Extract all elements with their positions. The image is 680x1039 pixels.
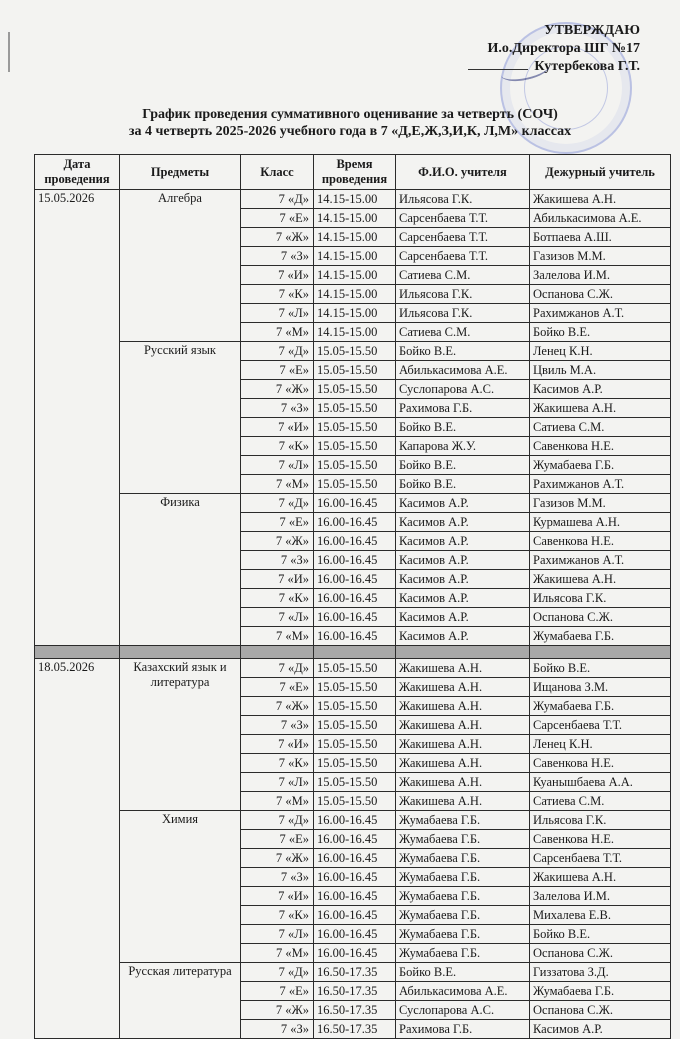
duty-cell: Жакишева А.Н.	[530, 868, 671, 887]
class-cell: 7 «М»	[241, 792, 314, 811]
table-row	[35, 659, 671, 678]
duty-cell: Савенкова Н.Е.	[530, 830, 671, 849]
time-cell: 14.15-15.00	[314, 266, 396, 285]
subject-cell: Алгебра	[120, 190, 241, 342]
time-cell: 14.15-15.00	[314, 285, 396, 304]
time-cell: 15.05-15.50	[314, 456, 396, 475]
class-cell: 7 «К»	[241, 754, 314, 773]
time-cell: 15.05-15.50	[314, 773, 396, 792]
time-cell: 15.05-15.50	[314, 437, 396, 456]
teacher-cell: Жакишева А.Н.	[396, 697, 530, 716]
class-cell: 7 «Д»	[241, 811, 314, 830]
duty-cell: Ильясова Г.К.	[530, 589, 671, 608]
class-cell: 7 «Ж»	[241, 532, 314, 551]
duty-cell: Савенкова Н.Е.	[530, 754, 671, 773]
class-cell: 7 «Л»	[241, 456, 314, 475]
teacher-cell: Абилькасимова А.Е.	[396, 982, 530, 1001]
time-cell: 15.05-15.50	[314, 716, 396, 735]
header-class: Класс	[241, 155, 314, 190]
teacher-cell: Жумабаева Г.Б.	[396, 906, 530, 925]
class-cell: 7 «Д»	[241, 659, 314, 678]
time-cell: 16.50-17.35	[314, 1001, 396, 1020]
duty-cell: Рахимжанов А.Т.	[530, 304, 671, 323]
teacher-cell: Рахимова Г.Б.	[396, 399, 530, 418]
class-cell: 7 «К»	[241, 437, 314, 456]
teacher-cell: Жакишева А.Н.	[396, 716, 530, 735]
class-cell: 7 «Д»	[241, 963, 314, 982]
document-title	[90, 106, 610, 140]
duty-cell: Курмашева А.Н.	[530, 513, 671, 532]
time-cell: 16.00-16.45	[314, 532, 396, 551]
teacher-cell: Жумабаева Г.Б.	[396, 925, 530, 944]
class-cell: 7 «Ж»	[241, 228, 314, 247]
duty-cell: Михалева Е.В.	[530, 906, 671, 925]
class-cell: 7 «Е»	[241, 209, 314, 228]
teacher-cell: Ильясова Г.К.	[396, 190, 530, 209]
approval-heading: УТВЕРЖДАЮ	[544, 23, 640, 38]
duty-cell: Ленец К.Н.	[530, 735, 671, 754]
teacher-cell: Жумабаева Г.Б.	[396, 849, 530, 868]
time-cell: 14.15-15.00	[314, 247, 396, 266]
time-cell: 16.00-16.45	[314, 830, 396, 849]
approval-name: Кутербекова Г.Т.	[534, 59, 640, 74]
header-duty: Дежурный учитель	[530, 155, 671, 190]
class-cell: 7 «З»	[241, 551, 314, 570]
teacher-cell: Бойко В.Е.	[396, 342, 530, 361]
header-row	[35, 155, 671, 190]
teacher-cell: Касимов А.Р.	[396, 513, 530, 532]
time-cell: 15.05-15.50	[314, 678, 396, 697]
class-cell: 7 «Д»	[241, 190, 314, 209]
duty-cell: Жакишева А.Н.	[530, 190, 671, 209]
class-cell: 7 «И»	[241, 266, 314, 285]
teacher-cell: Жакишева А.Н.	[396, 735, 530, 754]
date-cell: 18.05.2026	[35, 659, 120, 1039]
duty-cell: Жумабаева Г.Б.	[530, 982, 671, 1001]
class-cell: 7 «К»	[241, 285, 314, 304]
teacher-cell: Жумабаева Г.Б.	[396, 887, 530, 906]
time-cell: 15.05-15.50	[314, 380, 396, 399]
teacher-cell: Сарсенбаева Т.Т.	[396, 247, 530, 266]
date-cell: 15.05.2026	[35, 190, 120, 646]
time-cell: 16.00-16.45	[314, 494, 396, 513]
class-cell: 7 «З»	[241, 868, 314, 887]
time-cell: 14.15-15.00	[314, 323, 396, 342]
subject-cell: Русский язык	[120, 342, 241, 494]
class-cell: 7 «И»	[241, 887, 314, 906]
teacher-cell: Бойко В.Е.	[396, 963, 530, 982]
header-subject: Предметы	[120, 155, 241, 190]
class-cell: 7 «З»	[241, 716, 314, 735]
schedule-table	[34, 154, 671, 1039]
teacher-cell: Касимов А.Р.	[396, 494, 530, 513]
duty-cell: Оспанова С.Ж.	[530, 1001, 671, 1020]
duty-cell: Ильясова Г.К.	[530, 811, 671, 830]
table-row	[35, 963, 671, 982]
teacher-cell: Рахимова Г.Б.	[396, 1020, 530, 1039]
teacher-cell: Сарсенбаева Т.Т.	[396, 228, 530, 247]
teacher-cell: Жумабаева Г.Б.	[396, 830, 530, 849]
teacher-cell: Касимов А.Р.	[396, 551, 530, 570]
time-cell: 16.00-16.45	[314, 589, 396, 608]
teacher-cell: Бойко В.Е.	[396, 456, 530, 475]
duty-cell: Ленец К.Н.	[530, 342, 671, 361]
teacher-cell: Абилькасимова А.Е.	[396, 361, 530, 380]
duty-cell: Бойко В.Е.	[530, 323, 671, 342]
time-cell: 16.00-16.45	[314, 513, 396, 532]
schedule-body	[35, 190, 671, 1039]
table-row	[35, 811, 671, 830]
duty-cell: Бойко В.Е.	[530, 925, 671, 944]
class-cell: 7 «Ж»	[241, 380, 314, 399]
teacher-cell: Суслопарова А.С.	[396, 380, 530, 399]
time-cell: 16.00-16.45	[314, 811, 396, 830]
subject-cell: Физика	[120, 494, 241, 646]
title-line-2: за 4 четверть 2025-2026 учебного года в 7 «Д,Е,Ж,З,И,К, Л,М» классах	[128, 124, 572, 139]
class-cell: 7 «Ж»	[241, 1001, 314, 1020]
teacher-cell: Жакишева А.Н.	[396, 678, 530, 697]
teacher-cell: Жакишева А.Н.	[396, 773, 530, 792]
duty-cell: Жумабаева Г.Б.	[530, 456, 671, 475]
duty-cell: Гиззатова З.Д.	[530, 963, 671, 982]
time-cell: 15.05-15.50	[314, 361, 396, 380]
teacher-cell: Бойко В.Е.	[396, 475, 530, 494]
time-cell: 16.00-16.45	[314, 551, 396, 570]
class-cell: 7 «И»	[241, 418, 314, 437]
class-cell: 7 «Е»	[241, 513, 314, 532]
time-cell: 16.50-17.35	[314, 963, 396, 982]
time-cell: 16.00-16.45	[314, 925, 396, 944]
time-cell: 16.00-16.45	[314, 906, 396, 925]
time-cell: 16.00-16.45	[314, 887, 396, 906]
approval-block	[468, 22, 640, 76]
class-cell: 7 «Ж»	[241, 849, 314, 868]
day-separator	[35, 646, 671, 659]
duty-cell: Рахимжанов А.Т.	[530, 475, 671, 494]
class-cell: 7 «Е»	[241, 361, 314, 380]
duty-cell: Касимов А.Р.	[530, 1020, 671, 1039]
class-cell: 7 «Е»	[241, 982, 314, 1001]
class-cell: 7 «Л»	[241, 304, 314, 323]
teacher-cell: Жакишева А.Н.	[396, 659, 530, 678]
time-cell: 15.05-15.50	[314, 659, 396, 678]
duty-cell: Залелова И.М.	[530, 266, 671, 285]
duty-cell: Газизов М.М.	[530, 247, 671, 266]
header-date: Дата проведения	[35, 155, 120, 190]
table-row	[35, 342, 671, 361]
duty-cell: Сарсенбаева Т.Т.	[530, 716, 671, 735]
approval-position: И.о.Директора ШГ №17	[487, 41, 640, 56]
time-cell: 15.05-15.50	[314, 754, 396, 773]
duty-cell: Залелова И.М.	[530, 887, 671, 906]
time-cell: 16.00-16.45	[314, 627, 396, 646]
teacher-cell: Капарова Ж.У.	[396, 437, 530, 456]
duty-cell: Сатиева С.М.	[530, 418, 671, 437]
time-cell: 16.00-16.45	[314, 868, 396, 887]
table-row	[35, 190, 671, 209]
class-cell: 7 «Е»	[241, 830, 314, 849]
teacher-cell: Касимов А.Р.	[396, 589, 530, 608]
subject-cell: Русская литература	[120, 963, 241, 1039]
class-cell: 7 «З»	[241, 247, 314, 266]
teacher-cell: Жумабаева Г.Б.	[396, 811, 530, 830]
title-line-1: График проведения суммативного оценивание за четверть (СОЧ)	[142, 107, 558, 122]
class-cell: 7 «Д»	[241, 494, 314, 513]
time-cell: 14.15-15.00	[314, 228, 396, 247]
subject-cell: Химия	[120, 811, 241, 963]
time-cell: 15.05-15.50	[314, 342, 396, 361]
teacher-cell: Жакишева А.Н.	[396, 792, 530, 811]
class-cell: 7 «И»	[241, 570, 314, 589]
time-cell: 15.05-15.50	[314, 418, 396, 437]
class-cell: 7 «З»	[241, 399, 314, 418]
teacher-cell: Касимов А.Р.	[396, 532, 530, 551]
header-time: Время проведения	[314, 155, 396, 190]
duty-cell: Савенкова Н.Е.	[530, 437, 671, 456]
class-cell: 7 «М»	[241, 627, 314, 646]
time-cell: 14.15-15.00	[314, 209, 396, 228]
duty-cell: Жакишева А.Н.	[530, 570, 671, 589]
class-cell: 7 «Л»	[241, 925, 314, 944]
duty-cell: Жумабаева Г.Б.	[530, 697, 671, 716]
duty-cell: Жакишева А.Н.	[530, 399, 671, 418]
duty-cell: Сарсенбаева Т.Т.	[530, 849, 671, 868]
duty-cell: Жумабаева Г.Б.	[530, 627, 671, 646]
duty-cell: Куанышбаева А.А.	[530, 773, 671, 792]
teacher-cell: Суслопарова А.С.	[396, 1001, 530, 1020]
teacher-cell: Жумабаева Г.Б.	[396, 868, 530, 887]
duty-cell: Абилькасимова А.Е.	[530, 209, 671, 228]
time-cell: 16.50-17.35	[314, 982, 396, 1001]
time-cell: 15.05-15.50	[314, 697, 396, 716]
time-cell: 16.00-16.45	[314, 849, 396, 868]
duty-cell: Касимов А.Р.	[530, 380, 671, 399]
time-cell: 14.15-15.00	[314, 304, 396, 323]
teacher-cell: Бойко В.Е.	[396, 418, 530, 437]
class-cell: 7 «Л»	[241, 608, 314, 627]
teacher-cell: Касимов А.Р.	[396, 627, 530, 646]
header-teacher: Ф.И.О. учителя	[396, 155, 530, 190]
teacher-cell: Касимов А.Р.	[396, 570, 530, 589]
teacher-cell: Касимов А.Р.	[396, 608, 530, 627]
teacher-cell: Жумабаева Г.Б.	[396, 944, 530, 963]
duty-cell: Рахимжанов А.Т.	[530, 551, 671, 570]
time-cell: 15.05-15.50	[314, 735, 396, 754]
class-cell: 7 «Ж»	[241, 697, 314, 716]
class-cell: 7 «М»	[241, 475, 314, 494]
teacher-cell: Ильясова Г.К.	[396, 304, 530, 323]
time-cell: 16.50-17.35	[314, 1020, 396, 1039]
time-cell: 16.00-16.45	[314, 570, 396, 589]
class-cell: 7 «Д»	[241, 342, 314, 361]
duty-cell: Оспанова С.Ж.	[530, 608, 671, 627]
class-cell: 7 «К»	[241, 906, 314, 925]
time-cell: 15.05-15.50	[314, 399, 396, 418]
time-cell: 16.00-16.45	[314, 608, 396, 627]
class-cell: 7 «М»	[241, 944, 314, 963]
time-cell: 15.05-15.50	[314, 792, 396, 811]
teacher-cell: Сарсенбаева Т.Т.	[396, 209, 530, 228]
subject-cell: Казахский язык и литература	[120, 659, 241, 811]
class-cell: 7 «З»	[241, 1020, 314, 1039]
duty-cell: Бойко В.Е.	[530, 659, 671, 678]
class-cell: 7 «М»	[241, 323, 314, 342]
class-cell: 7 «И»	[241, 735, 314, 754]
teacher-cell: Сатиева С.М.	[396, 323, 530, 342]
teacher-cell: Сатиева С.М.	[396, 266, 530, 285]
class-cell: 7 «Л»	[241, 773, 314, 792]
duty-cell: Газизов М.М.	[530, 494, 671, 513]
duty-cell: Цвиль М.А.	[530, 361, 671, 380]
time-cell: 14.15-15.00	[314, 190, 396, 209]
duty-cell: Ищанова З.М.	[530, 678, 671, 697]
duty-cell: Оспанова С.Ж.	[530, 285, 671, 304]
page-edge	[8, 32, 10, 72]
class-cell: 7 «К»	[241, 589, 314, 608]
time-cell: 16.00-16.45	[314, 944, 396, 963]
duty-cell: Ботпаева А.Ш.	[530, 228, 671, 247]
table-row	[35, 494, 671, 513]
time-cell: 15.05-15.50	[314, 475, 396, 494]
teacher-cell: Ильясова Г.К.	[396, 285, 530, 304]
duty-cell: Савенкова Н.Е.	[530, 532, 671, 551]
duty-cell: Сатиева С.М.	[530, 792, 671, 811]
class-cell: 7 «Е»	[241, 678, 314, 697]
duty-cell: Оспанова С.Ж.	[530, 944, 671, 963]
teacher-cell: Жакишева А.Н.	[396, 754, 530, 773]
